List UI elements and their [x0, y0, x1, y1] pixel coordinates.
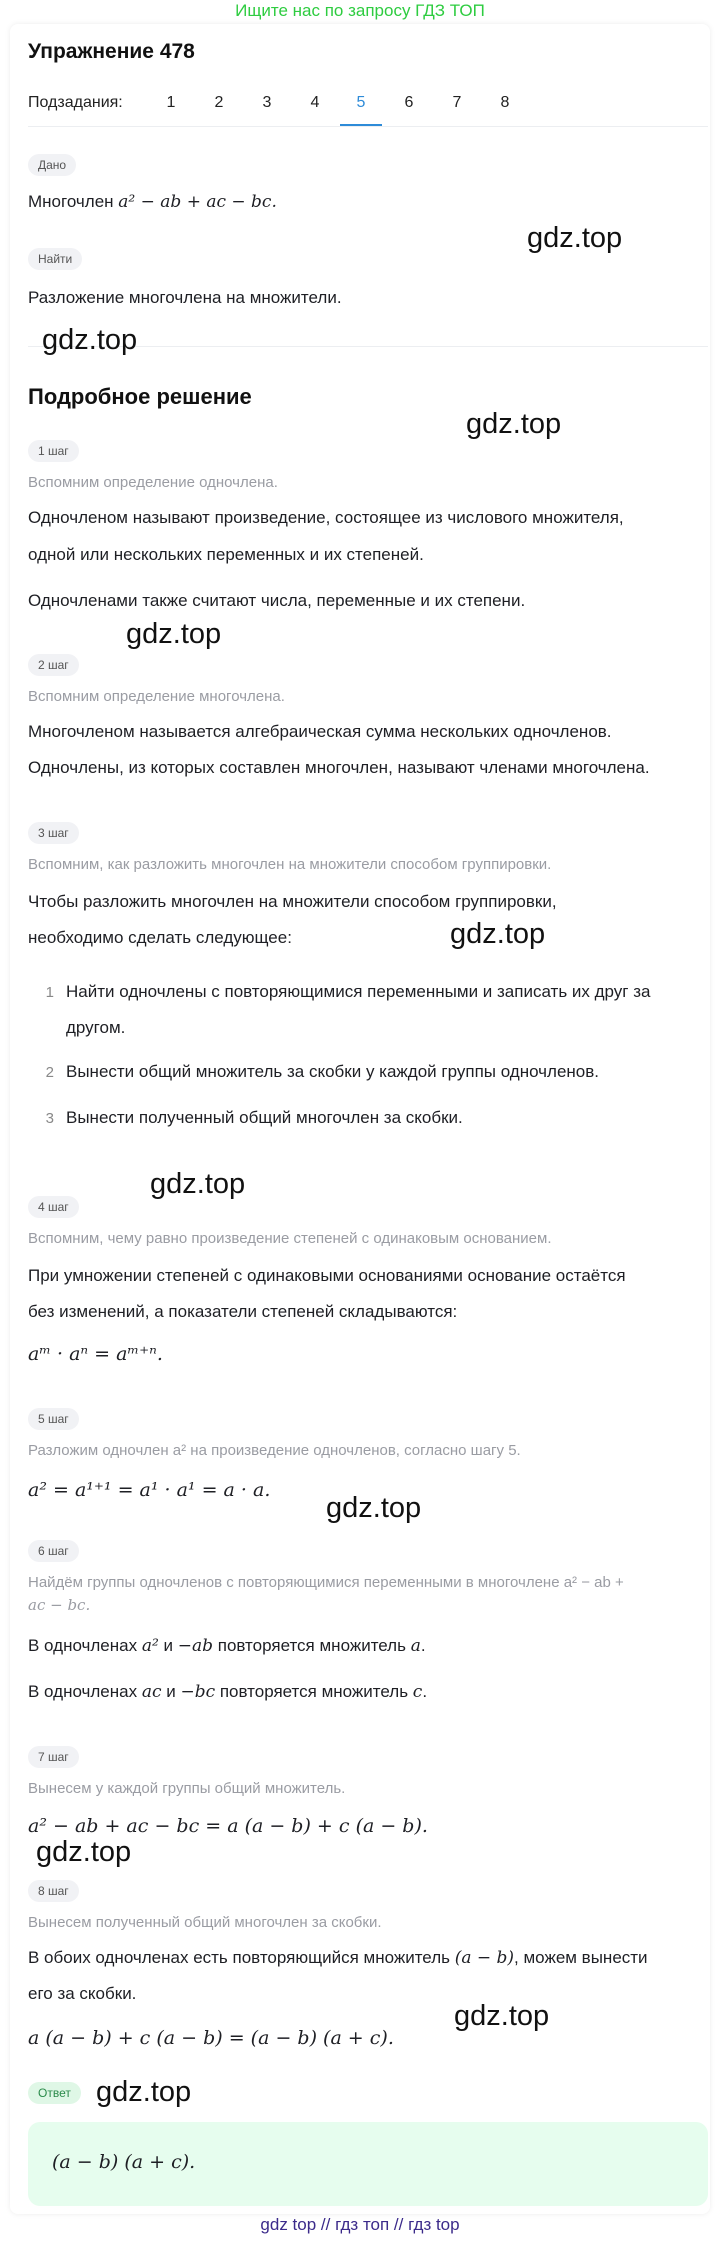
subtask-tab-3[interactable]: 3	[262, 94, 272, 111]
given-label: Дано	[28, 154, 76, 176]
subtask-tab-5-active[interactable]: 5	[356, 94, 366, 111]
active-tab-underline	[340, 124, 382, 126]
watermark: gdz.top	[326, 1492, 422, 1524]
search-hint-link[interactable]: Ищите нас по запросу ГДЗ ТОП	[235, 1, 485, 20]
subtask-tab-2[interactable]: 2	[214, 94, 224, 111]
given-text: Многочлен a² − ab + ac − bc.	[28, 192, 277, 212]
solution-heading: Подробное решение	[28, 384, 252, 409]
tabs-divider	[28, 126, 708, 127]
step-6-text-2: В одночленах ac и −bc повторяется множитель c.	[28, 1682, 428, 1702]
step-6-hint-2: ac − bc.	[28, 1596, 91, 1614]
step-7-label: 7 шаг	[28, 1746, 79, 1768]
step-2-hint: Вспомним определение многочлена.	[28, 688, 285, 705]
watermark: gdz.top	[450, 918, 546, 950]
step-8-formula: a (a − b) + c (a − b) = (a − b) (a + c).	[28, 2027, 394, 2049]
list-number-1: 1	[45, 984, 54, 1001]
watermark: gdz.top	[466, 408, 562, 440]
step-5-hint: Разложим одночлен a² на произведение одночленов, согласно шагу 5.	[28, 1442, 521, 1459]
step-5-label: 5 шаг	[28, 1408, 79, 1430]
list-item-1: Найти одночлены с повторяющимися переменными и записать их друг за	[66, 982, 651, 1001]
list-number-2: 2	[45, 1064, 54, 1081]
subtask-tab-6[interactable]: 6	[404, 94, 414, 111]
step-1-text-2: Одночленами также считают числа, переменные и их степени.	[28, 591, 526, 610]
given-formula: a² − ab + ac − bc.	[118, 192, 277, 212]
watermark: gdz.top	[36, 1836, 132, 1868]
watermark: gdz.top	[527, 222, 623, 254]
step-3-text-1: Чтобы разложить многочлен на множители способом группировки,	[28, 892, 557, 911]
subtasks-label: Подзадания:	[28, 94, 123, 111]
step-8-text-1b: его за скобки.	[28, 1984, 137, 2003]
list-number-3: 3	[45, 1110, 54, 1127]
step-4-hint: Вспомним, чему равно произведение степеней с одинаковым основанием.	[28, 1230, 552, 1247]
step-1-hint: Вспомним определение одночлена.	[28, 474, 278, 491]
subtask-tab-8[interactable]: 8	[500, 94, 510, 111]
subtask-tab-7[interactable]: 7	[452, 94, 462, 111]
step-2-text-1: Многочленом называется алгебраическая сумма нескольких одночленов.	[28, 722, 612, 741]
footer-links[interactable]: gdz top // гдз топ // гдз top	[260, 2215, 460, 2234]
step-6-label: 6 шаг	[28, 1540, 79, 1562]
find-label: Найти	[28, 248, 82, 270]
watermark: gdz.top	[96, 2076, 192, 2108]
step-4-text-1: При умножении степеней с одинаковыми основаниями основание остаётся	[28, 1266, 626, 1285]
answer-formula: (a − b) (a + c).	[52, 2151, 196, 2173]
watermark: gdz.top	[126, 618, 222, 650]
step-3-text-1b: необходимо сделать следующее:	[28, 928, 292, 947]
step-4-text-1b: без изменений, а показатели степеней складываются:	[28, 1302, 458, 1321]
step-5-formula: a² = a¹⁺¹ = a¹ · a¹ = a · a.	[28, 1479, 271, 1501]
exercise-title: Упражнение 478	[28, 40, 195, 63]
step-2-text-2: Одночлены, из которых составлен многочлен, называют членами многочлена.	[28, 758, 650, 777]
step-4-formula: aᵐ · aⁿ = aᵐ⁺ⁿ.	[28, 1343, 163, 1365]
watermark: gdz.top	[454, 2000, 550, 2032]
subtask-tab-4[interactable]: 4	[310, 94, 320, 111]
list-item-1b: другом.	[66, 1018, 126, 1037]
step-6-hint: Найдём группы одночленов с повторяющимися переменными в многочлене a² − ab +	[28, 1574, 624, 1591]
find-text: Разложение многочлена на множители.	[28, 288, 342, 307]
step-8-hint: Вынесем полученный общий многочлен за скобки.	[28, 1914, 382, 1931]
step-6-text-1: В одночленах a² и −ab повторяется множитель a.	[28, 1636, 426, 1656]
step-1-text-1b: одной или нескольких переменных и их степеней.	[28, 545, 424, 564]
step-8-label: 8 шаг	[28, 1880, 79, 1902]
list-item-2: Вынести общий множитель за скобки у каждой группы одночленов.	[66, 1062, 600, 1081]
step-7-hint: Вынесем у каждой группы общий множитель.	[28, 1780, 346, 1797]
watermark: gdz.top	[42, 324, 138, 356]
step-4-label: 4 шаг	[28, 1196, 79, 1218]
step-1-label: 1 шаг	[28, 440, 79, 462]
step-1-text-1: Одночленом называют произведение, состоящее из числового множителя,	[28, 508, 624, 527]
step-2-label: 2 шаг	[28, 654, 79, 676]
step-8-text-1: В обоих одночленах есть повторяющийся множитель (a − b), можем вынести	[28, 1948, 648, 1968]
step-7-formula: a² − ab + ac − bc = a (a − b) + c (a − b).	[28, 1815, 428, 1837]
step-3-label: 3 шаг	[28, 822, 79, 844]
watermark: gdz.top	[150, 1168, 246, 1200]
list-item-3: Вынести полученный общий многочлен за скобки.	[66, 1108, 463, 1127]
answer-label: Ответ	[28, 2082, 81, 2104]
step-3-hint: Вспомним, как разложить многочлен на множители способом группировки.	[28, 856, 552, 873]
subtask-tab-1[interactable]: 1	[166, 94, 176, 111]
